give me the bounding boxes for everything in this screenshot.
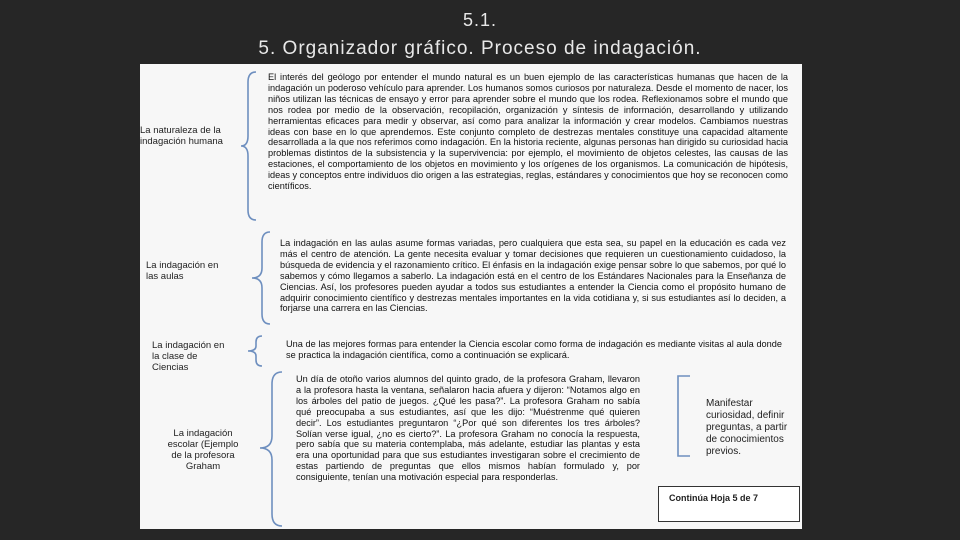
bracket-side-note [672,374,694,458]
continue-label: Continúa Hoja 5 de 7 [669,493,759,503]
side-note-text: Manifestar curiosidad, definir preguntas, a partir de conocimientos previos. [706,398,788,457]
section-label-nature: La naturaleza de la indagación humana [140,125,223,147]
brace-classrooms [248,230,274,326]
slide-title: 5. Organizador gráfico. Proceso de indagación. [258,38,702,59]
section-label-classrooms: La indagación en las aulas [146,260,219,282]
brace-school-inquiry [256,370,286,528]
continue-box [658,486,800,522]
section-text-classrooms: La indagación en las aulas asume formas variadas, pero cualquiera que esta sea, su papel en la educación es cada vez más el centro de atención. La gente necesita evaluar y tomar decisiones que requieren un cuestionamiento cuidadoso, la búsqueda de evidencia y el razonamiento crítico. El énfasis en la indagación exige pensar sobre lo que sabemos, por qué lo sabemos y cómo llegamos a saberlo. La indagación está en el centro de los Estándares Nacionales para la Enseñanza de Ciencias. Así, los profesores pueden ayudar a todos sus estudiantes a entender la Ciencia como el propósito humano de adquirir conocimiento científico y destrezas mentales importantes en la vida cotidiana y, si sus estudiantes así lo deciden, a forjarse una carrera en las Ciencias. [280,238,786,314]
brace-science-class [244,334,266,368]
section-text-science-class: Una de las mejores formas para entender la Ciencia escolar como forma de indagación es mediante visitas al aula donde se practica la indagación científica, como a continuación se explicará. [286,339,782,360]
slide-title-number: 5.1. [462,10,498,30]
section-text-nature: El interés del geólogo por entender el mundo natural es un buen ejemplo de las características humanas que hacen de la indagación un poderoso vehículo para aprender. Los humanos somos curiosos por naturaleza. Desde el momento de nacer, los niños utilizan las técnicas de ensayo y error para aprender sobre el mundo que los rodea. Reflexionamos sobre el mundo que nos rodea por medio de la observación, recopilación, organización y síntesis de información, desarrollando y utilizando herramientas eficaces para medir y observar, así como para analizar la información y crear modelos. Cambiamos nuestras ideas con base en lo que aprendemos. Este conjunto completo de destrezas mentales constituye una capacidad altamente desarrollada a la que nos referimos como indagación. En la historia reciente, algunas personas han dirigido su curiosidad hacia problemas distintos de la subsistencia y la supervivencia: por ejemplo, el movimiento de objetos celestes, las causas de las estaciones, el comportamiento de los objetos en movimiento y los orígenes de los organismos. La comunicación de hipótesis, ideas y conceptos entre individuos dio origen a las estrategias, reglas, estándares y conocimientos que hoy se reconocen como científicos. [268,72,788,192]
section-label-science-class: La indagación en la clase de Ciencias [152,340,225,373]
brace-nature [238,70,260,222]
section-text-school-inquiry: Un día de otoño varios alumnos del quinto grado, de la profesora Graham, llevaron a la profesora hasta la ventana, señalaron hacia afuera y dijeron: “Notamos algo en los árboles del patio de juegos. ¿Qué les pasa?”. La profesora Graham no sabía qué preocupaba a sus estudiantes, así que les dijo: “Muéstrenme qué quieren decir”. Los estudiantes preguntaron “¿Por qué son diferentes los tres árboles? Solían verse igual, ¿no es cierto?”. La profesora Graham no conocía la respuesta, pero sabía que su materia contemplaba, más adelante, estudiar las plantas y esta era una oportunidad para que sus estudiantes investigaran sobre el crecimiento de estas partiendo de preguntas que ellos mismos habían formulado y, por consiguiente, tenían una motivación especial para responderlas. [296,374,640,483]
section-label-school-inquiry: La indagación escolar (Ejemplo de la profesora Graham [167,428,239,472]
organizer-document [140,64,802,529]
